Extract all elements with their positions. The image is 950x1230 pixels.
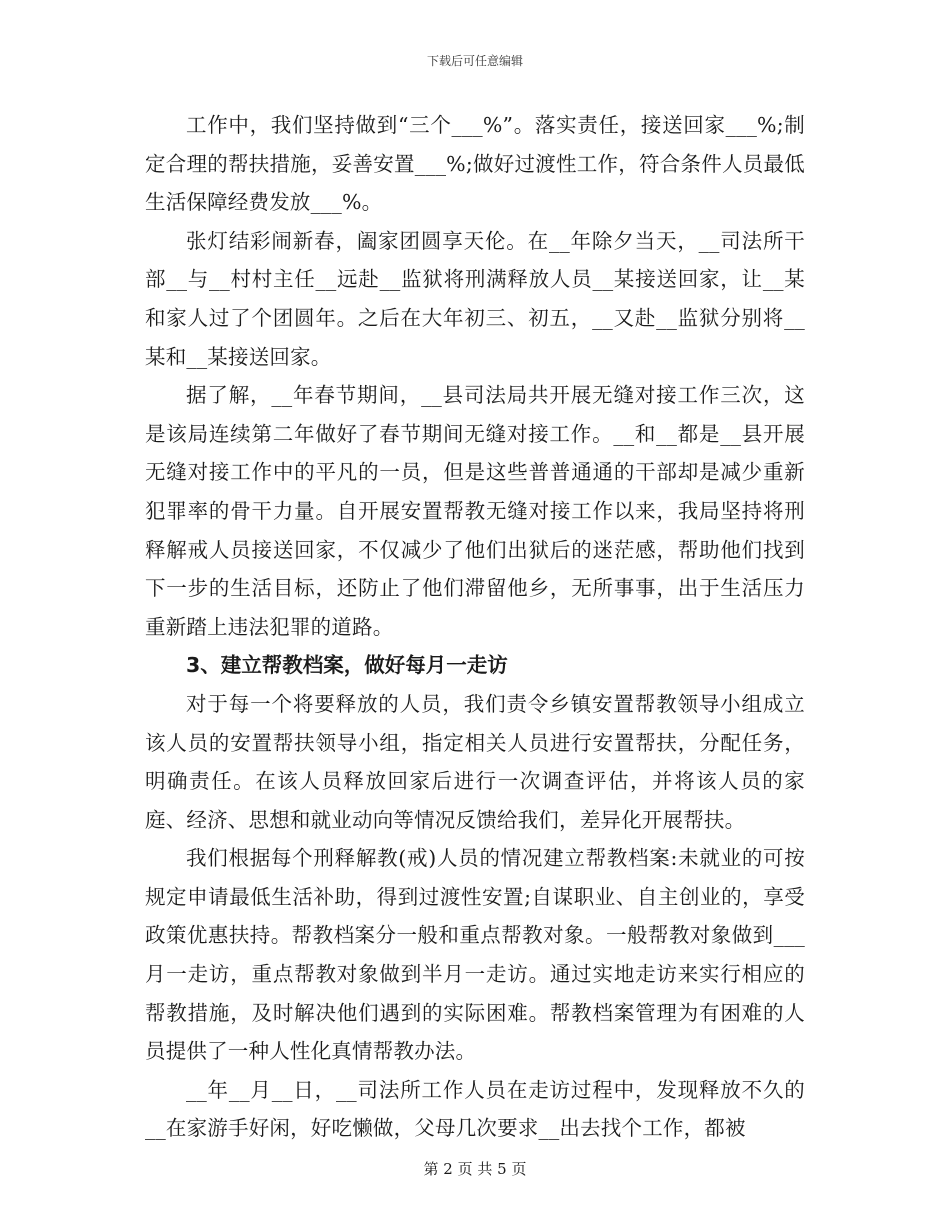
paragraph-results: 工作中，我们坚持做到“三个___%”。落实责任，接送回家___%;制定合理的帮扶措施，妥善安置___%;做好过渡性工作，符合条件人员最低生活保障经费发放___%。: [145, 113, 805, 215]
document-body: [145, 106, 805, 1148]
paragraph-visit-case: __年__月__日，__司法所工作人员在走访过程中，发现释放不久的__在家游手好闲，好吃懒做，父母几次要求__出去找个工作，都被: [145, 1077, 805, 1141]
paragraph-seamless-connection: 据了解，__年春节期间，__县司法局共开展无缝对接工作三次，这是该局连续第二年做好了春节期间无缝对接工作。__和__都是__县开展无缝对接工作中的平凡的一员，但是这些普普通通的干部却是减少重新犯罪率的骨干力量。自开展安置帮教无缝对接工作以来，我局坚持将刑释解戒人员接送回家，不仅减少了他们出狱后的迷茫感，帮助他们找到下一步的生活目标，还防止了他们滞留他乡，无所事事，出于生活压力重新踏上违法犯罪的道路。: [145, 383, 805, 639]
paragraph-leadership-group: 对于每一个将要释放的人员，我们责令乡镇安置帮教领导小组成立该人员的安置帮扶领导小组，指定相关人员进行安置帮扶，分配任务，明确责任。在该人员释放回家后进行一次调查评估，并将该人员的家庭、经济、思想和就业动向等情况反馈给我们，差异化开展帮扶。: [145, 691, 805, 832]
paragraph-new-year-pickup: 张灯结彩闹新春，阖家团圆享天伦。在__年除夕当天，__司法所干部__与__村村主任__远赴__监狱将刑满释放人员__某接送回家，让__某和家人过了个团圆年。之后在大年初三、初五，__又赴__监狱分别将__某和__某接送回家。: [145, 228, 805, 369]
page-header: 下载后可任意编辑: [426, 54, 523, 68]
paragraph-archives: 我们根据每个刑释解教(戒)人员的情况建立帮教档案:未就业的可按规定申请最低生活补助，得到过渡性安置;自谋职业、自主创业的，享受政策优惠扶持。帮教档案分一般和重点帮教对象。一般帮教对象做到___月一走访，重点帮教对象做到半月一走访。通过实地走访来实行相应的帮教措施，及时解决他们遇到的实际困难。帮教档案管理为有困难的人员提供了一种人性化真情帮教办法。: [145, 846, 805, 1064]
page-footer: 第 2 页 共 5 页: [423, 1160, 527, 1178]
section-heading: 3、建立帮教档案，做好每月一走访: [186, 653, 508, 678]
